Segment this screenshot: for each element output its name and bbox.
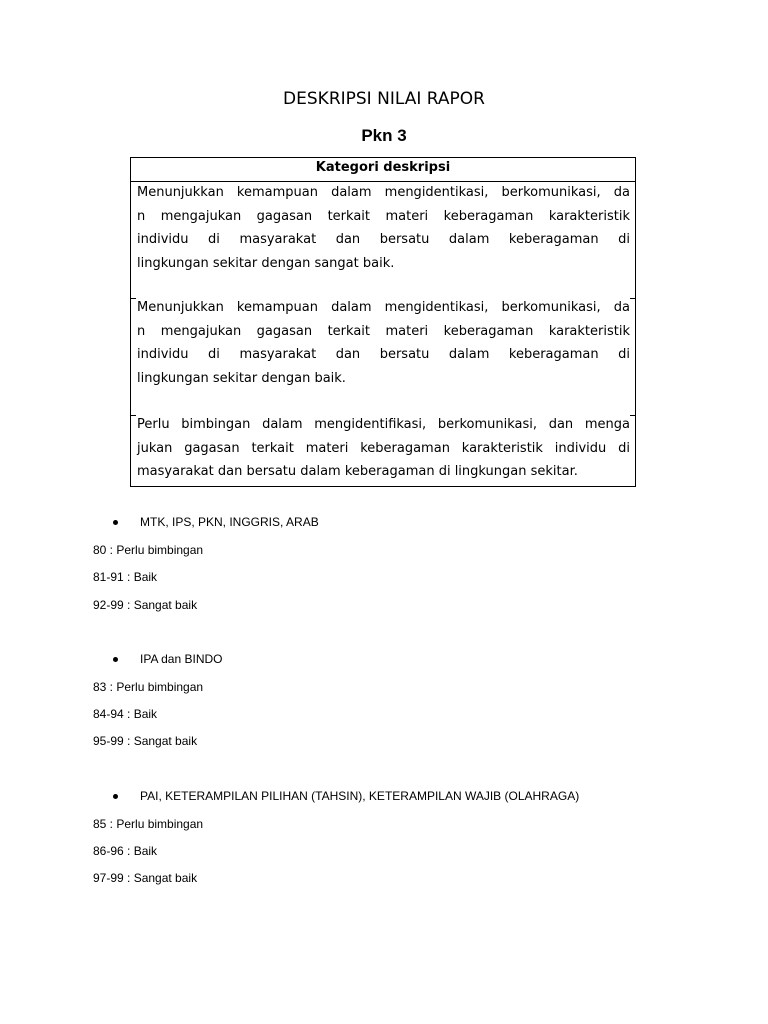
bullet-icon [113, 520, 118, 525]
subject-list: PAI, KETERAMPILAN PILIHAN (TAHSIN), KETERAMPILAN WAJIB (OLAHRAGA) [140, 789, 580, 803]
row-line: lingkungan sekitar dengan baik. [137, 370, 346, 386]
row-line: jukan gagasan terkait materi keberagaman karakteristik individu di [137, 440, 630, 456]
row-line: n mengajukan gagasan terkait materi keberagaman karakteristik [137, 208, 630, 224]
grade-range: 95-99 : Sangat baik [93, 734, 198, 748]
grade-range: 83 : Perlu bimbingan [93, 680, 204, 694]
grade-range: 86-96 : Baik [93, 844, 158, 858]
row-line: Menunjukkan kemampuan dalam mengidentikasi, berkomunikasi, da [137, 300, 630, 315]
row-line: individu di masyarakat dan bersatu dalam keberagaman di [137, 347, 630, 362]
document-subtitle: Pkn 3 [361, 126, 407, 145]
grade-range: 84-94 : Baik [93, 707, 158, 721]
row-line: individu di masyarakat dan bersatu dalam keberagaman di [137, 232, 630, 247]
grade-range: 97-99 : Sangat baik [93, 871, 198, 885]
bullet-icon [113, 794, 118, 799]
grade-range: 85 : Perlu bimbingan [93, 817, 204, 831]
description-row-1 [137, 181, 630, 275]
subject-list: IPA dan BINDO [140, 652, 223, 666]
row-line: lingkungan sekitar dengan sangat baik. [137, 255, 395, 271]
description-row-2 [137, 296, 630, 390]
subject-list: MTK, IPS, PKN, INGGRIS, ARAB [140, 515, 319, 529]
bullet-icon [113, 657, 118, 662]
grade-range: 80 : Perlu bimbingan [93, 543, 204, 557]
row-line: masyarakat dan bersatu dalam keberagaman di lingkungan sekitar. [137, 464, 578, 479]
grade-range: 81-91 : Baik [93, 570, 158, 584]
table-header: Kategori deskripsi [131, 158, 635, 182]
row-divider-tick [630, 298, 635, 299]
document-title: DESKRIPSI NILAI RAPOR [283, 89, 485, 109]
row-divider-tick [630, 415, 635, 416]
row-line: n mengajukan gagasan terkait materi keberagaman karakteristik [137, 323, 630, 339]
row-line: Menunjukkan kemampuan dalam mengidentikasi, berkomunikasi, da [137, 185, 630, 200]
grade-range: 92-99 : Sangat baik [93, 598, 198, 612]
row-line: Perlu bimbingan dalam mengidentifikasi, berkomunikasi, dan menga [137, 417, 630, 432]
description-row-3 [137, 413, 630, 484]
description-table [130, 157, 636, 487]
row-divider-tick [131, 298, 136, 299]
row-divider-tick [131, 415, 136, 416]
